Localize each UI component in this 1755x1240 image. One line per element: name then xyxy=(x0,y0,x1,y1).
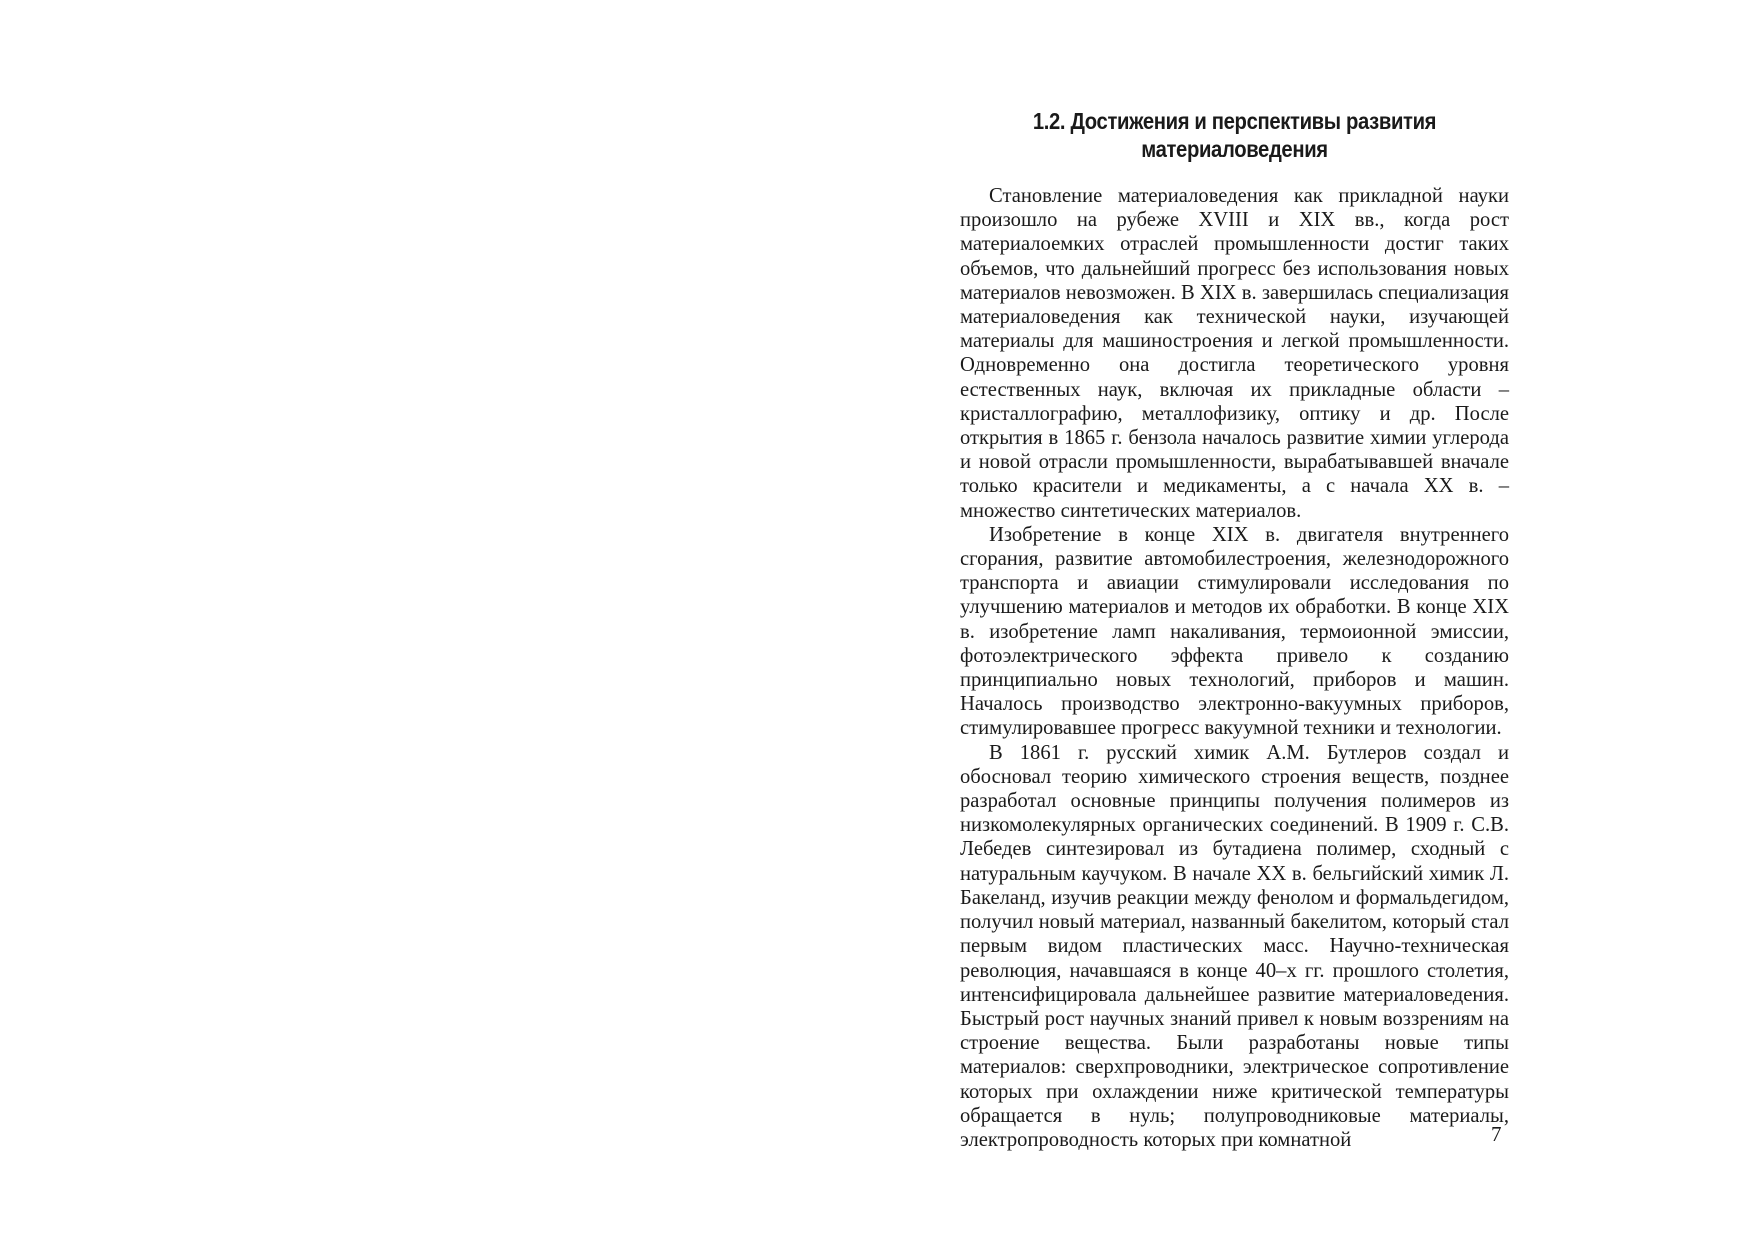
left-page-blank xyxy=(0,0,877,1240)
section-title-line-1: 1.2. Достижения и перспективы развития xyxy=(1032,108,1437,134)
section-title-line-2: материаловедения xyxy=(1141,136,1328,162)
paragraph-3: В 1861 г. русский химик А.М. Бутлеров создал и обосновал теорию химического строения веществ, позднее разработал основные принципы получения полимеров из низкомолекулярных органических соединений. В 1909 г. С.В. Лебедев синтезировал из бутадиена полимер, сходный с натуральным каучуком. В начале XX в. бельгийский химик Л. Бакеланд, изучив реакции между фенолом и формальдегидом, получил новый материал, названный бакелитом, который стал первым видом пластических масс. Научно-техническая революция, начавшаяся в конце 40–х гг. прошлого столетия, интенсифицировала дальнейшее развитие материаловедения. Быстрый рост научных знаний привел к новым воззрениям на строение вещества. Были разработаны новые типы материалов: сверхпроводники, электрическое сопротивление которых при охлаждении ниже критической температуры обращается в нуль; полупроводниковые материалы, электропроводность которых при комнатной xyxy=(960,741,1509,1151)
page-number: 7 xyxy=(1491,1122,1502,1146)
section-title xyxy=(993,107,1476,163)
right-page xyxy=(877,0,1755,1240)
paragraph-2: Изобретение в конце XIX в. двигателя внутреннего сгорания, развитие автомобилестроения, железнодорожного транспорта и авиации стимулировали исследования по улучшению материалов и методов их обработки. В конце XIX в. изобретение ламп накаливания, термоионной эмиссии, фотоэлектрического эффекта привело к созданию принципиально новых технологий, приборов и машин. Началось производство электронно-вакуумных приборов, стимулировавшее прогресс вакуумной техники и технологии. xyxy=(960,523,1509,740)
page-content xyxy=(960,107,1509,1152)
paragraph-1: Становление материаловедения как прикладной науки произошло на рубеже XVIII и XIX вв., когда рост материалоемких отраслей промышленности достиг таких объемов, что дальнейший прогресс без использования новых материалов невозможен. В XIX в. завершилась специализация материаловедения как технической науки, изучающей материалы для машиностроения и легкой промышленности. Одновременно она достигла теоретического уровня естественных наук, включая их прикладные области – кристаллографию, металлофизику, оптику и др. После открытия в 1865 г. бензола началось развитие химии углерода и новой отрасли промышленности, вырабатывавшей вначале только красители и медикаменты, а с начала XX в. – множество синтетических материалов. xyxy=(960,185,1509,522)
